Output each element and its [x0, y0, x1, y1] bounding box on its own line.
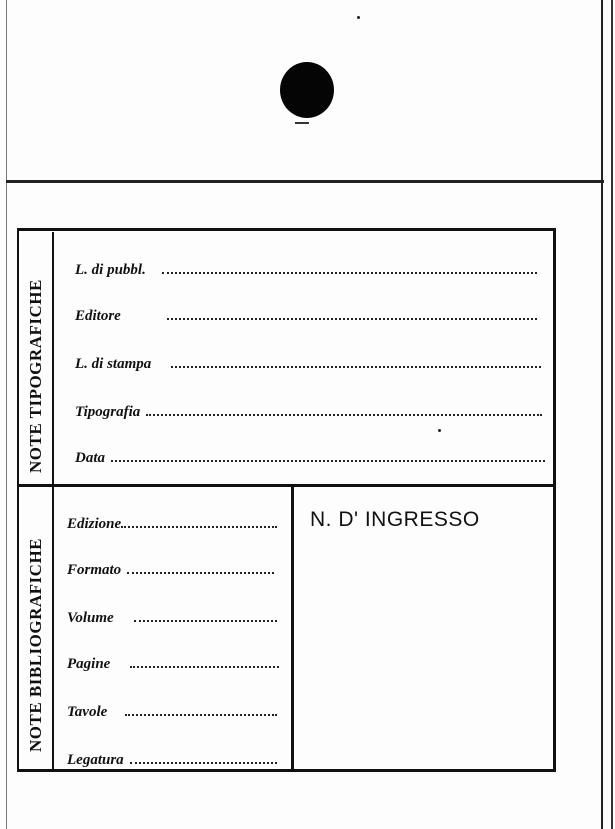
card-left-edge	[6, 0, 7, 829]
field-luogo-stampa[interactable]	[75, 352, 541, 374]
field-legatura[interactable]	[67, 748, 277, 770]
field-tavole[interactable]	[67, 700, 277, 722]
dotted-line	[167, 304, 537, 320]
field-label: L. di stampa	[75, 356, 152, 372]
field-data[interactable]	[75, 446, 545, 468]
speck	[357, 16, 360, 19]
tipografiche-spine-line	[52, 232, 54, 484]
dotted-line	[162, 258, 537, 274]
field-edizione[interactable]	[67, 512, 277, 534]
field-pagine[interactable]	[67, 652, 279, 674]
dotted-line	[171, 352, 541, 368]
dotted-line	[146, 400, 542, 416]
field-label: Editore	[75, 308, 121, 324]
dotted-line	[125, 700, 277, 716]
field-label: L. di pubbl.	[75, 262, 146, 278]
dotted-line	[127, 558, 274, 574]
field-editore[interactable]	[75, 304, 537, 326]
field-tipografia[interactable]	[75, 400, 542, 422]
field-label: Pagine	[67, 656, 111, 672]
field-label: Tavole	[67, 704, 108, 720]
field-label: Data	[75, 450, 105, 466]
punch-hole-mark	[295, 122, 309, 124]
bibliografiche-spine-line	[52, 487, 54, 771]
field-volume[interactable]	[67, 606, 277, 628]
dotted-line	[134, 606, 277, 622]
tipografiche-heading: NOTE TIPOGRAFICHE	[26, 279, 45, 473]
punch-hole	[280, 62, 334, 118]
bibliografiche-heading: NOTE BIBLIOGRAFICHE	[26, 537, 45, 752]
card-right-edge-outer	[611, 0, 613, 829]
field-formato[interactable]	[67, 558, 274, 580]
dotted-line	[130, 748, 277, 764]
fold-line	[6, 180, 604, 183]
field-label: Formato	[67, 562, 122, 578]
dotted-line	[130, 652, 279, 668]
field-label: Edizione	[67, 516, 122, 532]
card-right-edge	[601, 0, 603, 829]
field-label: Volume	[67, 610, 114, 626]
dotted-line	[111, 446, 545, 462]
field-label: Legatura	[67, 752, 124, 768]
ingresso-divider	[291, 487, 294, 771]
dotted-line	[121, 512, 277, 528]
ingresso-title: N. D' INGRESSO	[310, 508, 480, 531]
field-luogo-pubblicazione[interactable]	[75, 258, 537, 280]
section-divider	[17, 484, 556, 487]
field-label: Tipografia	[75, 404, 141, 420]
